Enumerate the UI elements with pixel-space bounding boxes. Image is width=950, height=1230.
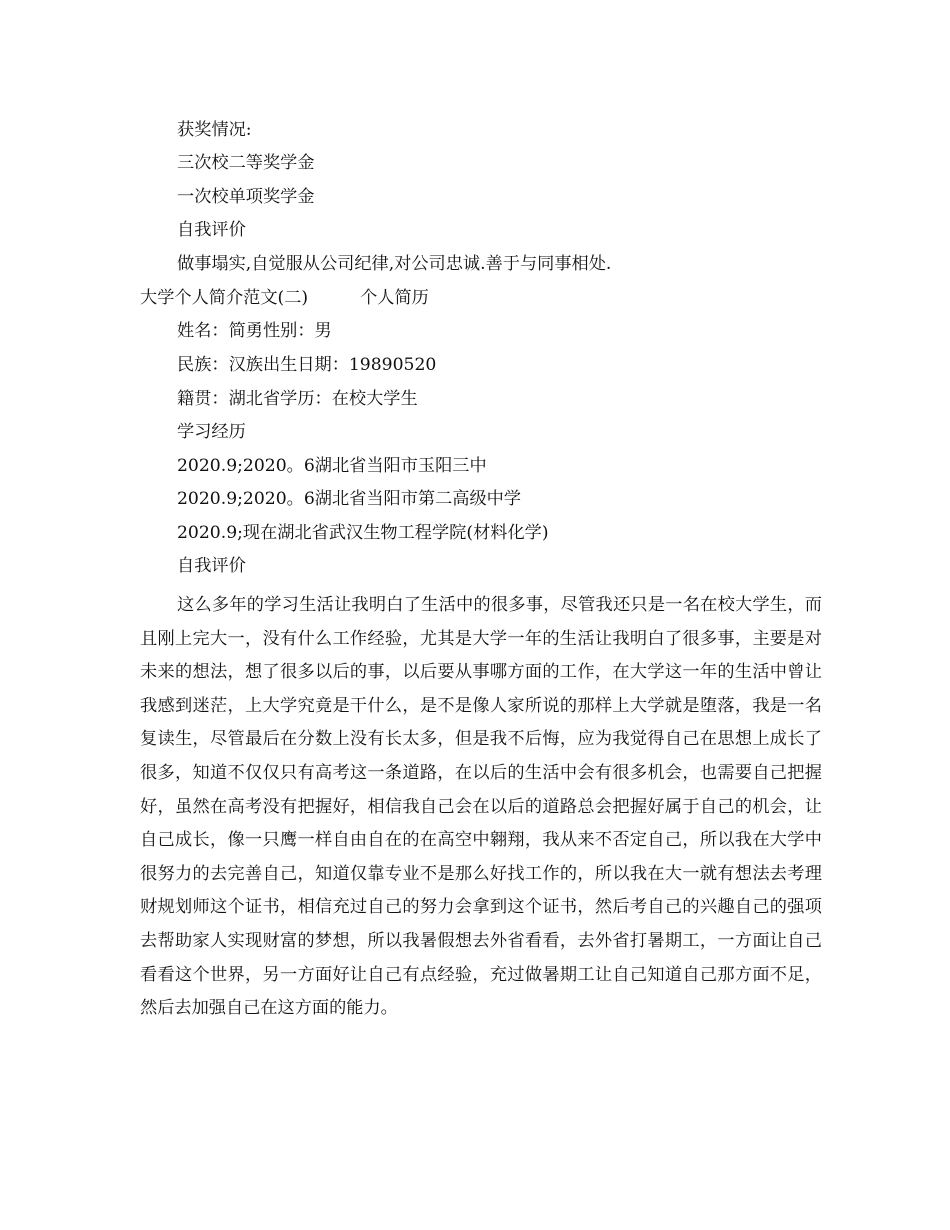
self-evaluation-text-1: 做事塌实,自觉服从公司纪律,对公司忠诚.善于与同事相处. xyxy=(177,254,612,274)
awards-heading: 获奖情况: xyxy=(177,120,252,140)
self-evaluation-heading-2: 自我评价 xyxy=(177,556,246,576)
study-heading: 学习经历 xyxy=(177,422,246,442)
self-evaluation-heading-1: 自我评价 xyxy=(177,220,246,240)
section-title-line xyxy=(140,286,429,310)
study-item-1: 2020.9;2020。6湖北省当阳市玉阳三中 xyxy=(177,456,487,476)
award-item-1: 三次校二等奖学金 xyxy=(177,153,315,173)
section-title: 大学个人简介范文(二) xyxy=(140,288,309,308)
self-evaluation-paragraph: 这么多年的学习生活让我明白了生活中的很多事，尽管我还只是一名在校大学生，而且刚上完大一，没有什么工作经验，尤其是大学一年的生活让我明白了很多事，主要是对未来的想法，想了很多以后的事，以后要从事哪方面的工作，在大学这一年的生活中曾让我感到迷茫，上大学究竟是干什么，是不是像人家所说的那样上大学就是堕落，我是一名复读生，尽管最后在分数上没有长太多，但是我不后悔，应为我觉得自己在思想上成长了很多，知道不仅仅只有高考这一条道路，在以后的生活中会有很多机会，也需要自己把握好，虽然在高考没有把握好，相信我自己会在以后的道路总会把握好属于自己的机会，让自己成长，像一只鹰一样自由自在的在高空中翱翔，我从来不否定自己，所以我在大学中很努力的去完善自己，知道仅靠专业不是那么好找工作的，所以我在大一就有想法去考理财规划师这个证书，相信充过自己的努力会拿到这个证书，然后考自己的兴趣自己的强项去帮助家人实现财富的梦想，所以我暑假想去外省看看，去外省打暑期工，一方面让自己看看这个世界，另一方面好让自己有点经验，充过做暑期工让自己知道自己那方面不足，然后去加强自己在这方面的能力。 xyxy=(140,595,822,1019)
info-name-gender: 姓名：简勇性别：男 xyxy=(177,321,332,341)
award-item-2: 一次校单项奖学金 xyxy=(177,187,315,207)
study-item-2: 2020.9;2020。6湖北省当阳市第二高级中学 xyxy=(177,489,522,509)
info-ethnicity-birth: 民族：汉族出生日期：19890520 xyxy=(177,355,437,375)
study-item-3: 2020.9;现在湖北省武汉生物工程学院(材料化学) xyxy=(177,523,549,543)
info-native-education: 籍贯：湖北省学历：在校大学生 xyxy=(177,389,418,409)
section-subtitle: 个人简历 xyxy=(360,288,429,308)
